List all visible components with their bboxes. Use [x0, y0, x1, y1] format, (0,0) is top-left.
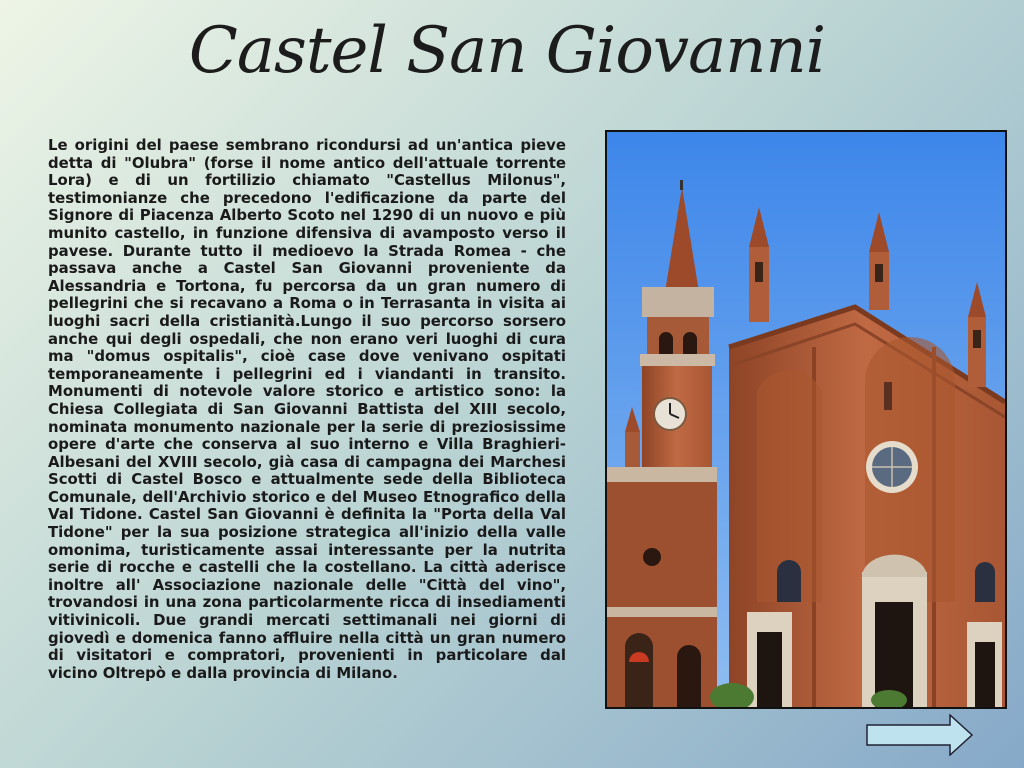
next-slide-button[interactable]: [866, 714, 974, 756]
church-photo: [605, 130, 1007, 709]
slide-body-text: Le origini del paese sembrano ricondursi ad un'antica pieve detta di "Olubra" (forse il nome antico dell'attuale torrente Lora) e di un fortilizio chiamato "Castellus Milonus", testimonianze che precedono l'edificazione da parte del Signore di Piacenza Alberto Scoto nel 1290 di un nuovo e più munito castello, in funzione difensiva di avamposto verso il pavese. Durante tutto il medioevo la Strada Romea - che passava anche a Castel San Giovanni proveniente da Alessandria e Tortona, fu percorsa da un gran numero di pellegrini che si recavano a Roma o in Terrasanta in visita ai luoghi sacri della cristianità.Lungo il suo percorso sorsero anche qui degli ospedali, che non erano veri luoghi di cura ma "domus ospitalis", cioè case dove venivano ospitati temporaneamente i pellegrini ed i viandanti in transito. Monumenti di notevole valore storico e artistico sono: la Chiesa Collegiata di San Giovanni Battista del XIII secolo, nominata monumento nazionale per la serie di preziosissime opere d'arte che conserva al suo interno e Villa Braghieri-Albesani del XVIII secolo, già casa di campagna dei Marchesi Scotti di Castel Bosco e attualmente sede della Biblioteca Comunale, dell'Archivio storico e del Museo Etnografico della Val Tidone. Castel San Giovanni è definita la "Porta della Val Tidone" per la sua posizione strategica all'inizio della valle omonima, turisticamente assai interessante per la nutrita serie di rocche e castelli che la costellano. La città aderisce inoltre all' Associazione nazionale delle "Città del vino", trovandosi in una zona particolarmente ricca di insediamenti vitivinicoli. Due grandi mercati settimanali nei giorni di giovedì e domenica fanno affluire nella città un gran numero di visitatori e compratori, provenienti in particolare dal vicino Oltrepò e dalla provincia di Milano.: [48, 136, 566, 682]
left-wing: [607, 467, 717, 707]
right-arrow-icon: [866, 714, 974, 756]
slide-title: Castel San Giovanni: [188, 14, 826, 88]
church-illustration: [607, 132, 1005, 707]
